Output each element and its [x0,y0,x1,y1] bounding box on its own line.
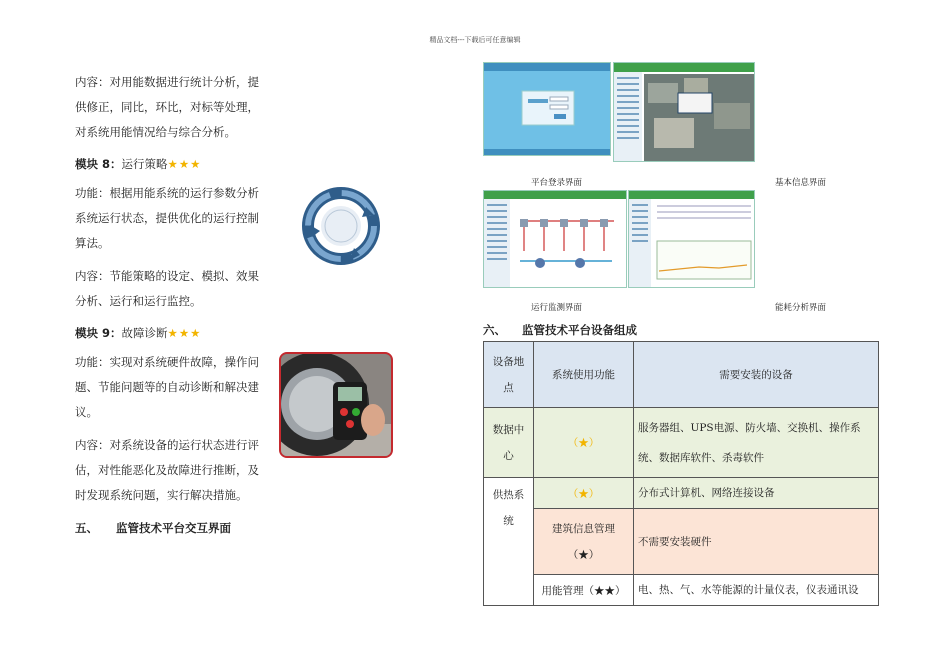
login-screen-caption: 平台登录界面 [531,178,583,188]
table-row [484,509,879,575]
module8-function: 功能：根据用能系统的运行参数分析系统运行状态，提供优化的运行控制算法。 [75,186,259,250]
module8-label: 模块 8： [75,157,122,171]
row1-function: （★） [534,408,634,478]
row4-function: 用能管理（★★） [534,575,634,606]
login-screen-image [483,62,611,156]
header-note: 精品文档---下载后可任意编辑 [429,36,521,44]
section5-number: 五、 [75,521,98,535]
module9-stars: ★★★ [167,326,202,340]
row2-devices: 分布式计算机、网络连接设备 [634,478,879,509]
table-header-row [484,342,879,408]
section6-heading [483,322,653,338]
tire-diagnostic-photo [279,352,393,458]
module7-content: 内容：对用能数据进行统计分析，提供修正，同比，环比，对标等处理，对系统用能情况给与综合分析。 [75,75,259,139]
module9-function: 功能：实现对系统硬件故障，操作问题、节能问题等的自动诊断和解决建议。 [75,355,259,419]
basic-info-caption: 基本信息界面 [775,178,827,188]
row2-place: 供热系统 [484,478,534,606]
header-place: 设备地点 [484,342,534,408]
header-function: 系统使用功能 [534,342,634,408]
basic-info-screen-image [613,62,755,162]
row1-devices: 服务器组、UPS电源、防火墙、交换机、操作系统、数据库软件、杀毒软件 [634,408,879,478]
row4-devices: 电、热、气、水等能源的计量仪表，仪表通讯设 [634,575,879,606]
table-row [484,478,879,509]
energy-analysis-screen-image [628,190,755,288]
module8-heading [75,153,475,175]
table-row [484,408,879,478]
section5-heading [75,520,475,536]
module9-content: 内容：对系统设备的运行状态进行评估，对性能恶化及故障进行推断，及时发现系统问题，实行解决措施。 [75,438,259,502]
module8-name: 运行策略 [121,157,168,171]
section6-number: 六、 [483,323,506,337]
monitoring-screen-image [483,190,627,288]
section6-title: 监管技术平台设备组成 [522,323,637,337]
row2-function: （★） [534,478,634,509]
section5-title: 监管技术平台交互界面 [116,521,231,535]
row3-function: 建筑信息管理（★） [534,509,634,575]
module9-label: 模块 9： [75,326,122,340]
row1-place: 数据中心 [484,408,534,478]
module9-heading [75,322,475,344]
left-column [75,70,475,536]
row3-devices: 不需要安装硬件 [634,509,879,575]
equipment-table [483,341,879,606]
module8-stars: ★★★ [167,157,202,171]
table-row [484,575,879,606]
header-devices: 需要安装的设备 [634,342,879,408]
module9-name: 故障诊断 [121,326,168,340]
energy-analysis-caption: 能耗分析界面 [775,303,827,313]
module8-content: 内容：节能策略的设定、模拟、效果分析、运行和运行监控。 [75,269,259,308]
improvement-cycle-image [300,185,382,267]
monitoring-caption: 运行监测界面 [531,303,583,313]
